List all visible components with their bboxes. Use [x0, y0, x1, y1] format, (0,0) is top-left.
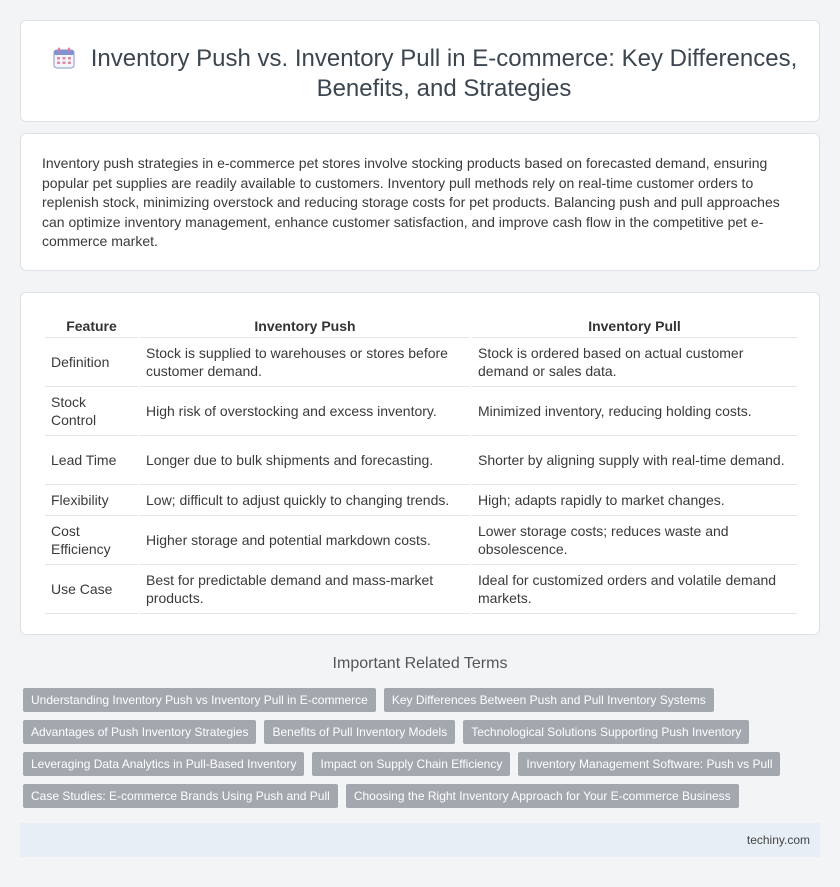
related-term-tag[interactable]: Impact on Supply Chain Efficiency — [312, 752, 510, 776]
intro-paragraph: Inventory push strategies in e-commerce pet stores involve stocking products based on forecasted demand, ensuring popular pet supplies are readily available to customers. Inventory pull methods rely on real-time customer orders to replenish stock, minimizing overstock and reducing storage costs for pet products. Balancing push and pull approaches can optimize inventory management, enhance customer satisfaction, and improve cash flow in the competitive pet e-commerce market. — [42, 155, 780, 249]
site-credit[interactable]: techiny.com — [746, 833, 810, 847]
feature-cell: Cost Efficiency — [45, 516, 138, 565]
pull-cell: High; adapts rapidly to market changes. — [472, 485, 797, 516]
pull-cell: Lower storage costs; reduces waste and obsolescence. — [472, 516, 797, 565]
push-cell: Low; difficult to adjust quickly to changing trends. — [140, 485, 470, 516]
column-header-push: Inventory Push — [140, 314, 470, 338]
feature-cell: Definition — [45, 338, 138, 387]
related-term-tag[interactable]: Case Studies: E-commerce Brands Using Push and Pull — [23, 784, 338, 808]
feature-cell: Use Case — [45, 565, 138, 614]
push-cell: Stock is supplied to warehouses or stores before customer demand. — [140, 338, 470, 387]
feature-cell: Lead Time — [45, 436, 138, 485]
table-row — [45, 516, 797, 565]
related-term-tag[interactable]: Benefits of Pull Inventory Models — [264, 720, 455, 744]
table-row — [45, 436, 797, 485]
table-row — [45, 485, 797, 516]
feature-cell: Flexibility — [45, 485, 138, 516]
calendar-icon — [53, 47, 75, 69]
page-title: Inventory Push vs. Inventory Pull in E-commerce: Key Differences, Benefits, and Strategies — [90, 45, 798, 102]
table-header-row — [45, 314, 797, 338]
related-term-tag[interactable]: Inventory Management Software: Push vs Pull — [518, 752, 780, 776]
related-term-tag[interactable]: Choosing the Right Inventory Approach for Your E-commerce Business — [346, 784, 739, 808]
push-cell: Higher storage and potential markdown costs. — [140, 516, 470, 565]
push-cell: High risk of overstocking and excess inventory. — [140, 387, 470, 436]
related-term-tag[interactable]: Understanding Inventory Push vs Inventory Pull in E-commerce — [23, 688, 376, 712]
table-row — [45, 565, 797, 614]
related-terms-list — [23, 688, 813, 808]
push-cell: Best for predictable demand and mass-market products. — [140, 565, 470, 614]
feature-cell: Stock Control — [45, 387, 138, 436]
title-card — [20, 20, 820, 122]
intro-card — [20, 133, 820, 271]
related-term-tag[interactable]: Key Differences Between Push and Pull Inventory Systems — [384, 688, 714, 712]
pull-cell: Minimized inventory, reducing holding costs. — [472, 387, 797, 436]
related-term-tag[interactable]: Advantages of Push Inventory Strategies — [23, 720, 256, 744]
column-header-feature: Feature — [45, 314, 138, 338]
related-term-tag[interactable]: Technological Solutions Supporting Push Inventory — [463, 720, 749, 744]
table-row — [45, 338, 797, 387]
comparison-table — [43, 314, 799, 614]
pull-cell: Shorter by aligning supply with real-time demand. — [472, 436, 797, 485]
related-term-tag[interactable]: Leveraging Data Analytics in Pull-Based Inventory — [23, 752, 304, 776]
table-row — [45, 387, 797, 436]
pull-cell: Ideal for customized orders and volatile demand markets. — [472, 565, 797, 614]
comparison-table-card — [20, 292, 820, 635]
column-header-pull: Inventory Pull — [472, 314, 797, 338]
footer — [20, 823, 820, 857]
pull-cell: Stock is ordered based on actual customer demand or sales data. — [472, 338, 797, 387]
push-cell: Longer due to bulk shipments and forecasting. — [140, 436, 470, 485]
related-terms-heading: Important Related Terms — [332, 655, 508, 672]
